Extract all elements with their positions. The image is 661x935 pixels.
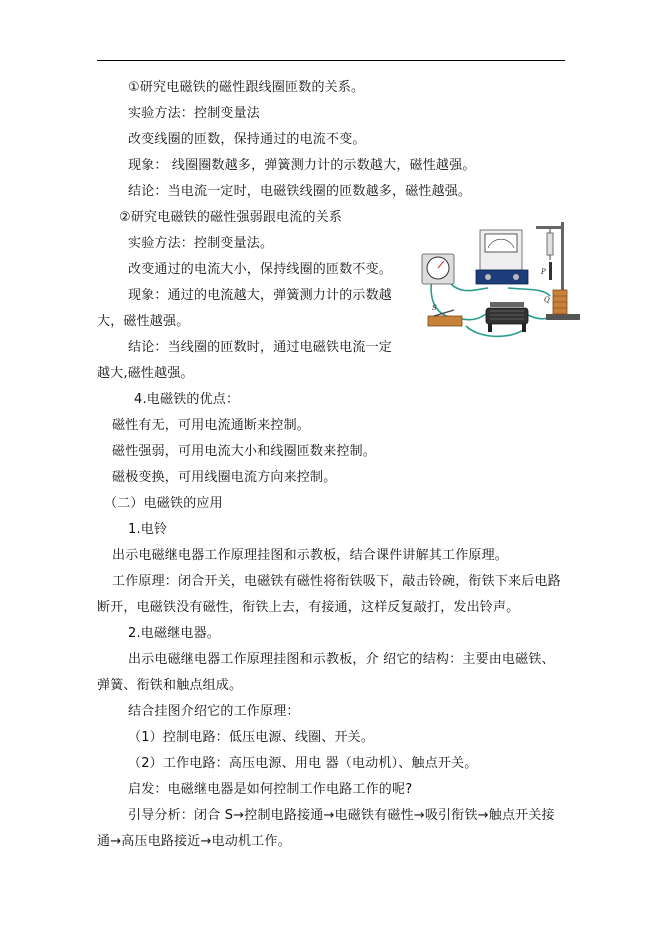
text-line-9: 现象：通过的电流越大，弹簧测力计的示数越 <box>128 288 393 303</box>
text-line-19: 出示电磁继电器工作原理挂图和示教板，结合课件讲解其工作原理。 <box>112 548 509 563</box>
text-line-11: 结论：当线圈的匝数时，通过电磁铁电流一定 <box>128 340 393 355</box>
text-line-17: （二）电磁铁的应用 <box>104 496 223 511</box>
text-line-13: 4.电磁铁的优点： <box>134 392 240 407</box>
label-s: S <box>432 304 437 312</box>
text-line-18: 1.电铃 <box>128 522 168 537</box>
power-supply-icon <box>476 230 528 284</box>
text-line-5: 结论：当电流一定时，电磁铁线圈的匝数越多，磁性越强。 <box>128 184 472 199</box>
label-p: P <box>541 268 546 276</box>
label-q: Q <box>544 296 550 304</box>
text-line-20: 工作原理：闭合开关，电磁铁有磁性将衔铁吸下，敲击铃碗，衔铁下来后电路 <box>112 574 561 589</box>
text-line-28: 启发：电磁继电器是如何控制工作电路工作的呢? <box>128 782 413 797</box>
text-line-21: 断开，电磁铁没有磁性，衔铁上去，有接通，这样反复敲打，发出铃声。 <box>97 600 520 615</box>
text-line-15: 磁性强弱，可用电流大小和线圈匝数来控制。 <box>112 444 377 459</box>
switch-icon <box>428 310 462 326</box>
text-line-14: 磁性有无，可用电流通断来控制。 <box>112 418 311 433</box>
text-line-4: 现象： 线圈圈数越多，弹簧测力计的示数越大，磁性越强。 <box>128 158 476 173</box>
text-line-6: ②研究电磁铁的磁性强弱跟电流的关系 <box>119 210 343 225</box>
rheostat-icon <box>486 302 528 332</box>
text-line-23: 出示电磁继电器工作原理挂图和示教板，介 绍它的结构：主要由电磁铁、 <box>128 652 555 667</box>
text-line-8: 改变通过的电流大小，保持线圈的匝数不变。 <box>128 262 393 277</box>
text-line-1: ①研究电磁铁的磁性跟线圈匝数的关系。 <box>128 80 365 95</box>
text-line-3: 改变线圈的匝数，保持通过的电流不变。 <box>128 132 366 147</box>
circuit-wires <box>431 278 558 336</box>
text-line-25: 结合挂图介绍它的工作原理： <box>128 704 300 719</box>
text-line-26: （1）控制电路：低压电源、线圈、开关。 <box>128 730 375 745</box>
text-line-30: 通→高压电路接近→电动机工作。 <box>97 834 291 849</box>
text-line-22: 2.电磁继电器。 <box>128 626 221 641</box>
experiment-apparatus-figure <box>418 218 588 353</box>
text-line-2: 实验方法：控制变量法 <box>128 106 261 121</box>
text-line-12: 越大,磁性越强。 <box>97 366 194 381</box>
text-line-10: 大，磁性越强。 <box>97 314 190 329</box>
text-line-16: 磁极变换，可用线圈电流方向来控制。 <box>112 470 337 485</box>
text-line-24: 弹簧、衔铁和触点组成。 <box>97 678 243 693</box>
ammeter-icon <box>422 254 454 284</box>
text-line-29: 引导分析：闭合 S→控制电路接通→电磁铁有磁性→吸引衔铁→触点开关接 <box>128 808 555 823</box>
text-line-7: 实验方法：控制变量法。 <box>128 236 274 251</box>
text-line-27: （2）工作电路：高压电源、用电 器（电动机）、触点开关。 <box>128 756 478 771</box>
header-rule <box>97 60 565 61</box>
electromagnet-icon <box>553 290 567 314</box>
